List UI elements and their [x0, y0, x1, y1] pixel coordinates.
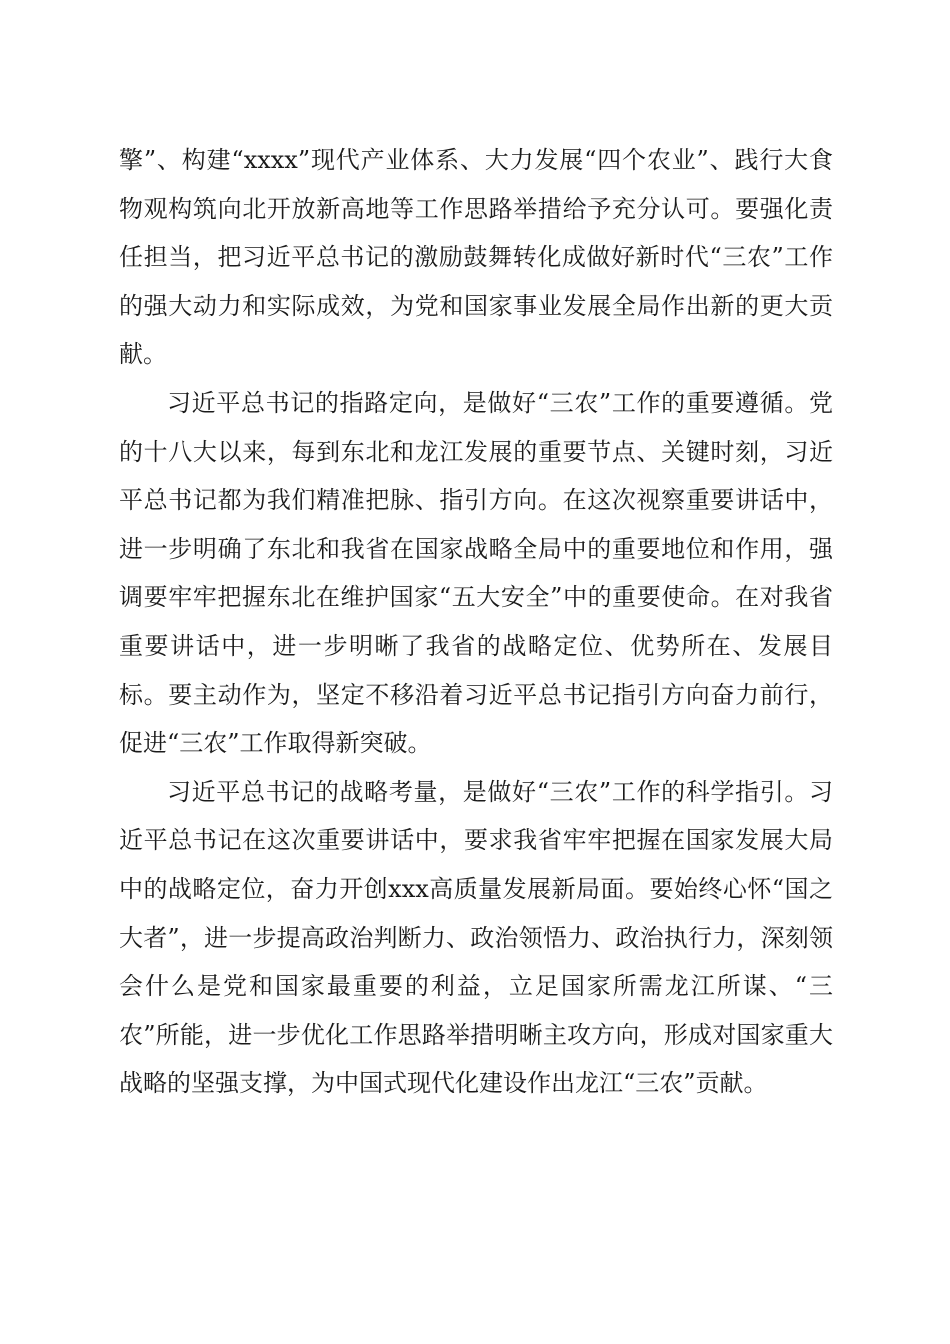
paragraph-continuation: 擎”、构建“xxxx”现代产业体系、大力发展“四个农业”、践行大食物观构筑向北开放新高地等工作思路举措给予充分认可。要强化责任担当，把习近平总书记的激励鼓舞转化成做好新时代“三农”工作的强大动力和实际成效，为党和国家事业发展全局作出新的更大贡献。 — [119, 146, 833, 369]
paragraph-strategy: 习近平总书记的战略考量，是做好“三农”工作的科学指引。习近平总书记在这次重要讲话中，要求我省牢牢把握在国家发展大局中的战略定位，奋力开创xxx高质量发展新局面。要始终心怀“国之大者”，进一步提高政治判断力、政治领悟力、政治执行力，深刻领会什么是党和国家最重要的利益，立足国家所需龙江所谋、“三农”所能，进一步优化工作思路举措明晰主攻方向，形成对国家重大战略的坚强支撑，为中国式现代化建设作出龙江“三农”贡献。 — [119, 777, 833, 1098]
document-body — [119, 136, 833, 1108]
paragraph-guidance: 习近平总书记的指路定向，是做好“三农”工作的重要遵循。党的十八大以来，每到东北和龙江发展的重要节点、关键时刻，习近平总书记都为我们精准把脉、指引方向。在这次视察重要讲话中，进一步明确了东北和我省在国家战略全局中的重要地位和作用，强调要牢牢把握东北在维护国家“五大安全”中的重要使命。在对我省重要讲话中，进一步明晰了我省的战略定位、优势所在、发展目标。要主动作为，坚定不移沿着习近平总书记指引方向奋力前行，促进“三农”工作取得新突破。 — [119, 388, 833, 758]
